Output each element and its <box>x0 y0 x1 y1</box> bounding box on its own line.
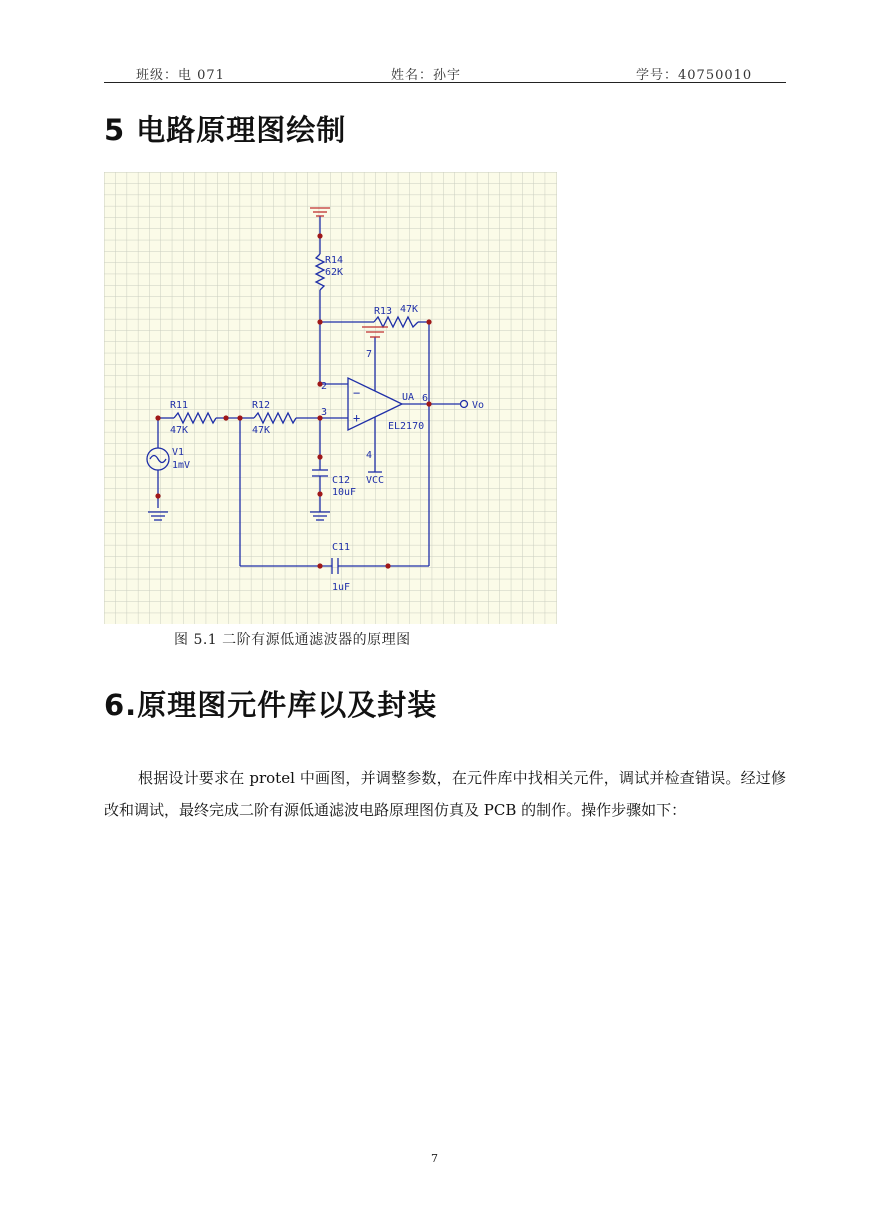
r12-label: R12 <box>252 400 271 411</box>
vo-label: Vo <box>472 400 485 411</box>
section-5-title: 5 电路原理图绘制 <box>104 113 347 147</box>
header-student-id: 学号：40750010 <box>636 68 753 83</box>
r11-value: 47K <box>170 425 189 436</box>
r12-value: 47K <box>252 425 271 436</box>
schematic-figure <box>104 172 557 624</box>
pin-2-label: 2 <box>321 381 328 392</box>
vcc-label: VCC <box>366 475 385 486</box>
section-6-title: 6.原理图元件库以及封装 <box>104 688 438 722</box>
pin-4-label: 4 <box>366 450 373 461</box>
r14-value: 62K <box>325 267 344 278</box>
v1-label: V1 <box>172 447 185 458</box>
r13-label: R13 <box>374 306 393 317</box>
figure-caption: 图 5.1 二阶有源低通滤波器的原理图 <box>174 632 411 648</box>
opamp-part: EL2170 <box>388 421 425 432</box>
r11-label: R11 <box>170 400 189 411</box>
header-name: 姓名：孙宇 <box>391 68 462 83</box>
c12-value: 10uF <box>332 487 357 498</box>
pin-6-label: 6 <box>422 393 429 404</box>
c12-label: C12 <box>332 475 351 486</box>
body-paragraph: 根据设计要求在 protel 中画图，并调整参数，在元件库中找相关元件，调试并检查错误。经过修改和调试，最终完成二阶有源低通滤波电路原理图仿真及 PCB 的制作。操作步骤如下： <box>104 769 786 819</box>
pin-3-label: 3 <box>321 407 328 418</box>
circuit-schematic <box>104 172 557 624</box>
r13-value: 47K <box>400 304 419 315</box>
c11-value: 1uF <box>332 582 351 593</box>
pin-7-label: 7 <box>366 349 373 360</box>
grid-lines <box>104 172 557 624</box>
page-header <box>104 62 786 83</box>
v1-value: 1mV <box>172 460 191 471</box>
opamp-label: UA <box>402 392 415 403</box>
opamp-plus: + <box>353 411 361 425</box>
r14-label: R14 <box>325 255 344 266</box>
c11-label: C11 <box>332 542 351 553</box>
page-number: 7 <box>431 1152 438 1165</box>
header-class: 班级：电 071 <box>136 68 225 83</box>
opamp-minus: − <box>353 386 361 400</box>
